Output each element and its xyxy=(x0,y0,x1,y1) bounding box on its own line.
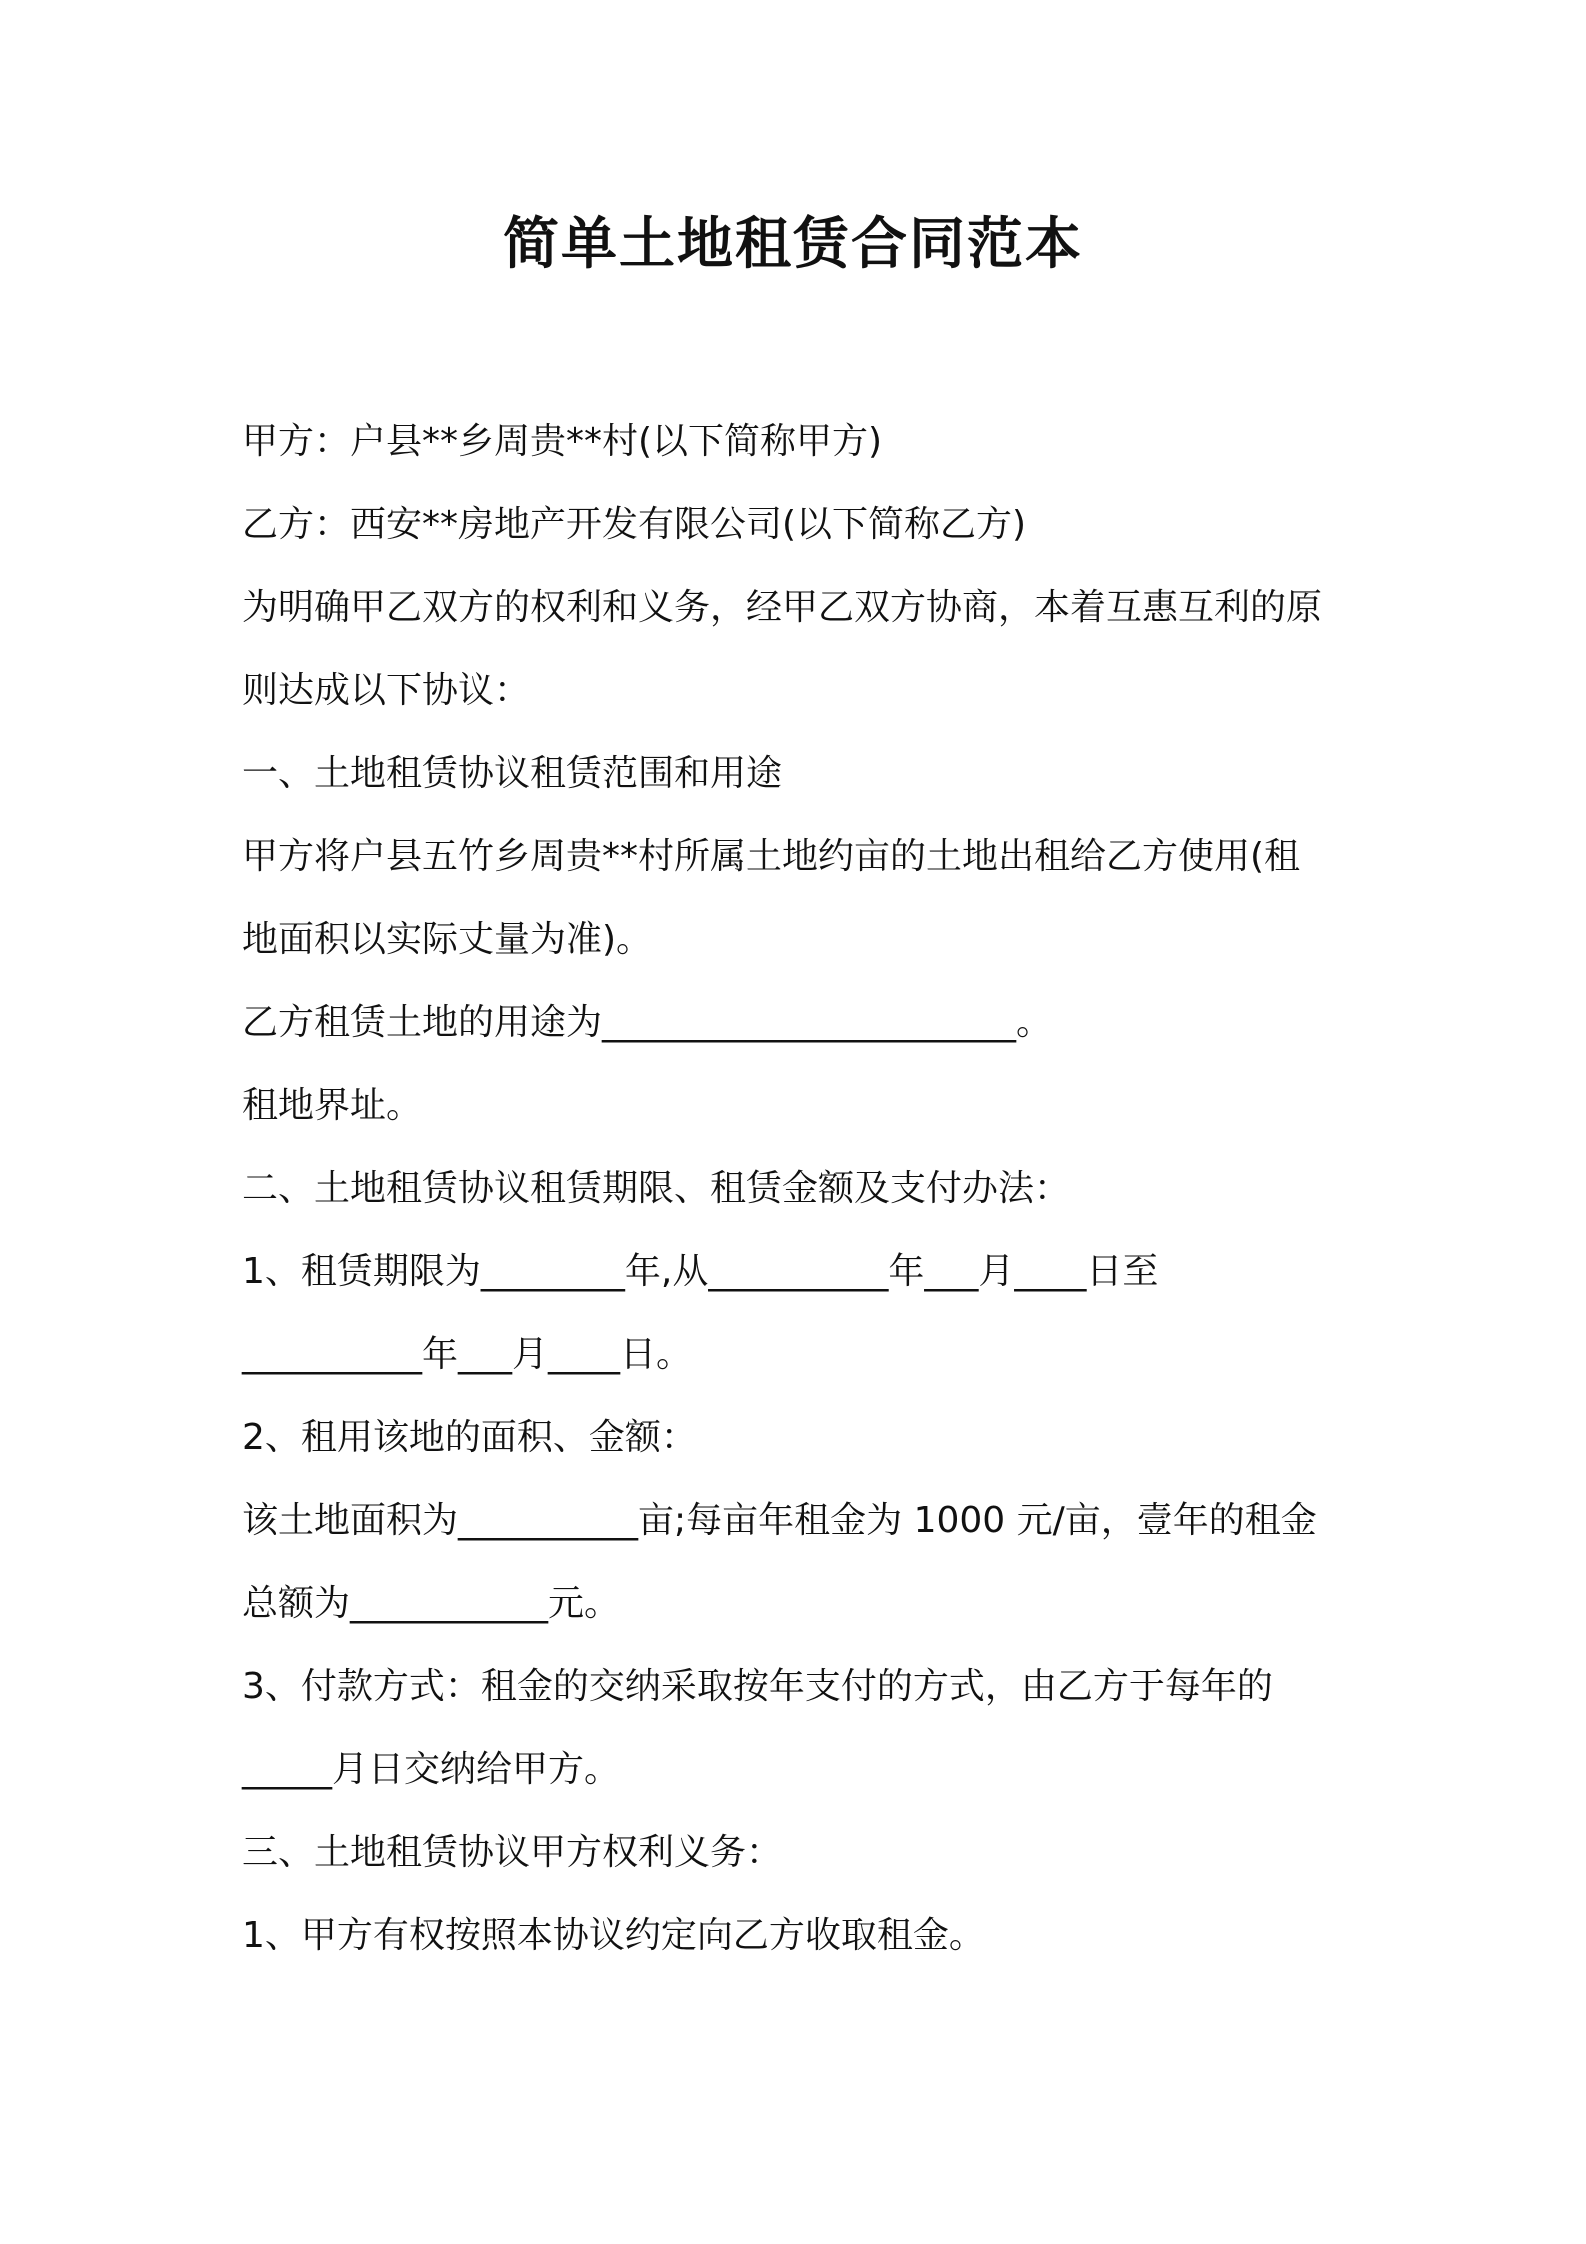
preamble-line-2: 则达成以下协议： xyxy=(242,670,531,711)
section-1-heading: 一、土地租赁协议租赁范围和用途 xyxy=(242,753,783,794)
land-use-line: 乙方租赁土地的用途为_______________________。 xyxy=(242,1002,1053,1043)
area-amount-heading: 2、租用该地的面积、金额： xyxy=(242,1417,697,1458)
section-3-item-1: 1、甲方有权按照本协议约定向乙方收取租金。 xyxy=(242,1915,985,1956)
party-b-line: 乙方：西安**房地产开发有限公司(以下简称乙方) xyxy=(242,504,1027,545)
document-title: 简单土地租赁合同范本 xyxy=(503,212,1083,277)
term-line-2: __________年___月____日。 xyxy=(242,1334,693,1375)
payment-line-2: _____月日交纳给甲方。 xyxy=(242,1749,621,1790)
boundary-line: 租地界址。 xyxy=(242,1085,423,1126)
section-2-heading: 二、土地租赁协议租赁期限、租赁金额及支付办法： xyxy=(242,1168,1071,1209)
area-line-1: 该土地面积为__________亩;每亩年租金为 1000 元/亩，壹年的租金 xyxy=(242,1500,1317,1541)
section-1-text-line-2: 地面积以实际丈量为准)。 xyxy=(242,919,653,960)
payment-line-1: 3、付款方式：租金的交纳采取按年支付的方式，由乙方于每年的 xyxy=(242,1666,1273,1707)
term-line-1: 1、租赁期限为________年,从__________年___月____日至 xyxy=(242,1251,1159,1292)
area-line-2: 总额为___________元。 xyxy=(242,1583,621,1624)
document-body xyxy=(242,400,1362,1977)
section-1-text-line-1: 甲方将户县五竹乡周贵**村所属土地约亩的土地出租给乙方使用(租 xyxy=(242,836,1301,877)
party-a-line: 甲方：户县**乡周贵**村(以下简称甲方) xyxy=(242,421,883,462)
preamble-line-1: 为明确甲乙双方的权利和义务，经甲乙双方协商，本着互惠互利的原 xyxy=(242,587,1323,628)
section-3-heading: 三、土地租赁协议甲方权利义务： xyxy=(242,1832,783,1873)
